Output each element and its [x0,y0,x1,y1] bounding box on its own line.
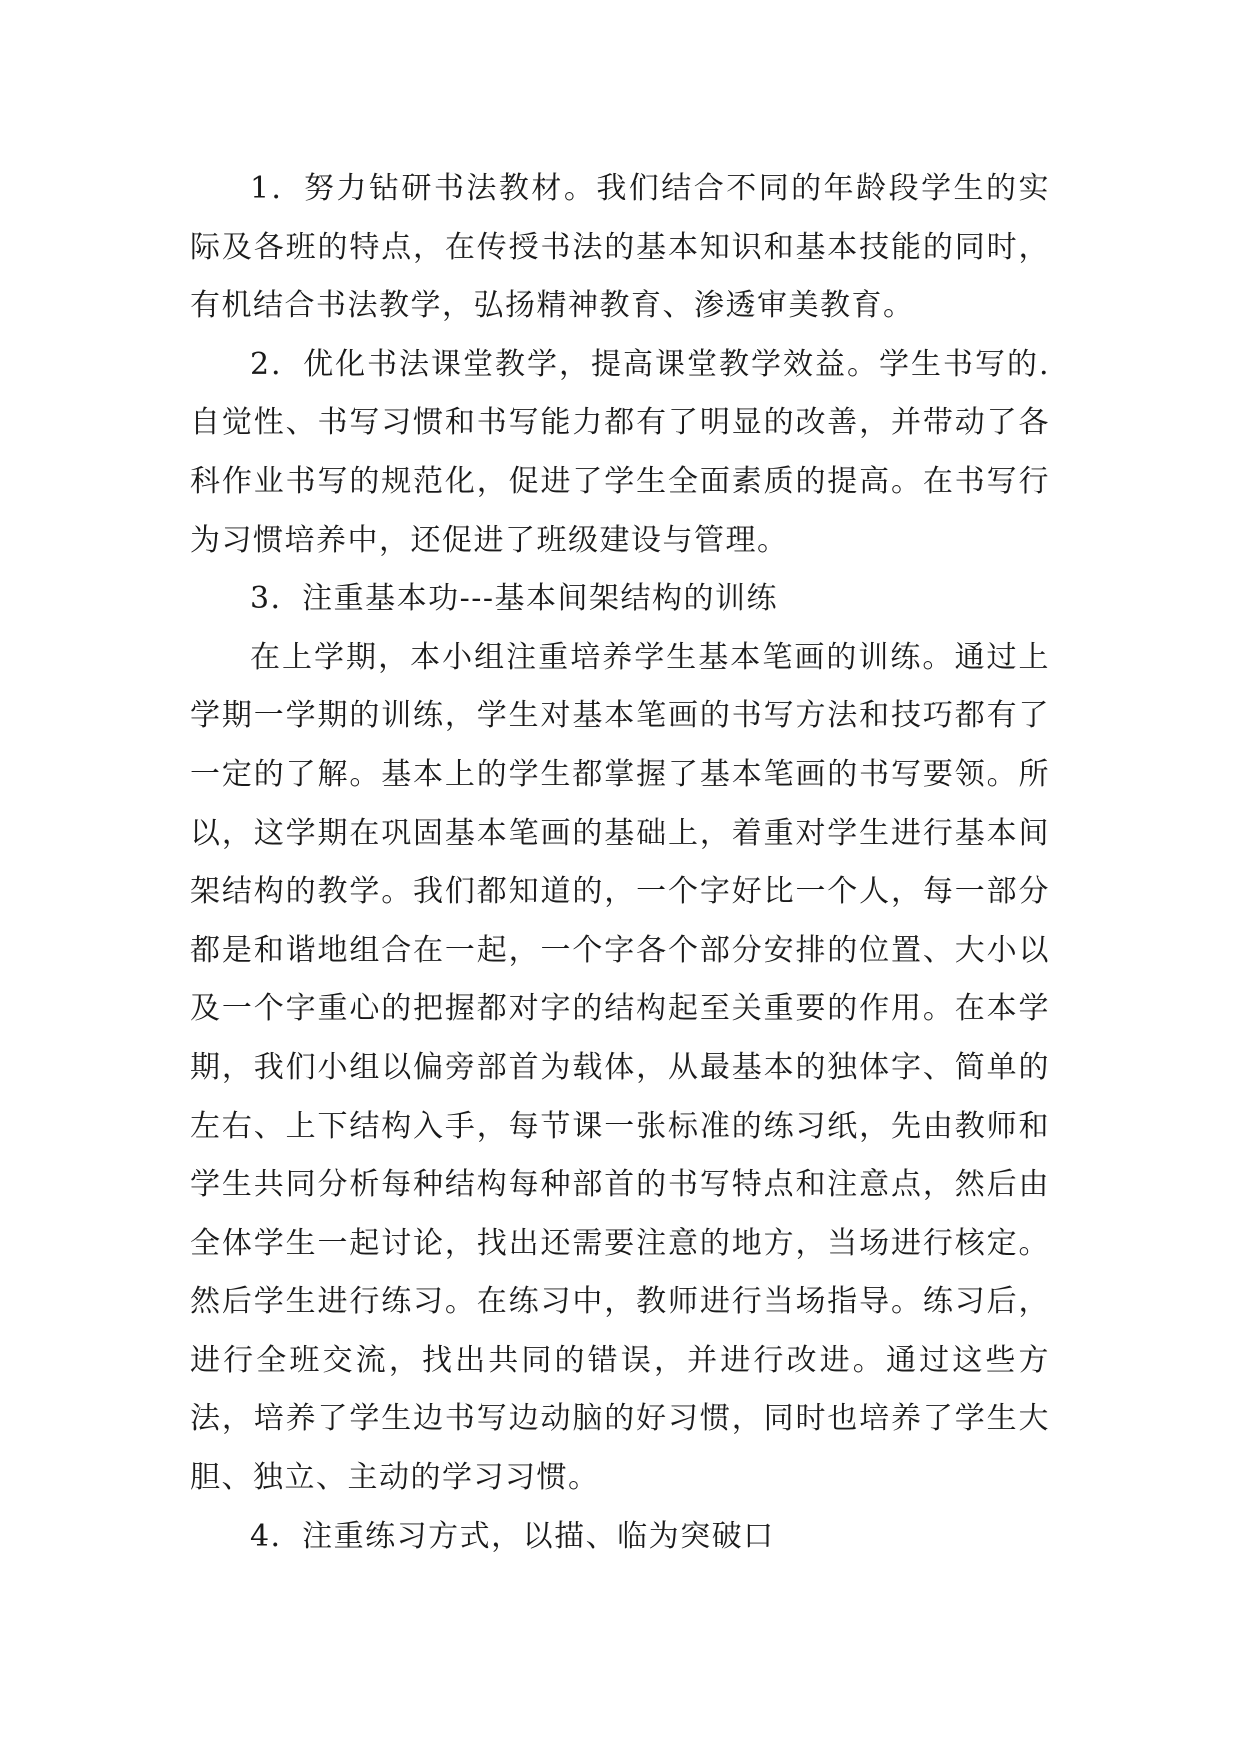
paragraph-4: 在上学期，本小组注重培养学生基本笔画的训练。通过上学期一学期的训练，学生对基本笔画的书写方法和技巧都有了一定的了解。基本上的学生都掌握了基本笔画的书写要领。所以，这学期在巩固基本笔画的基础上，着重对学生进行基本间架结构的教学。我们都知道的，一个字好比一个人，每一部分都是和谐地组合在一起，一个字各个部分安排的位置、大小以及一个字重心的把握都对字的结构起至关重要的作用。在本学期，我们小组以偏旁部首为载体，从最基本的独体字、简单的左右、上下结构入手，每节课一张标准的练习纸，先由教师和学生共同分析每种结构每种部首的书写特点和注意点，然后由全体学生一起讨论，找出还需要注意的地方，当场进行核定。然后学生进行练习。在练习中，教师进行当场指导。练习后，进行全班交流，找出共同的错误，并进行改进。通过这些方法，培养了学生边书写边动脑的好习惯，同时也培养了学生大胆、独立、主动的学习习惯。 [190,639,1050,1496]
paragraph-5: 4．注重练习方式，以描、临为突破口 [250,1518,775,1554]
paragraph-1: 1．努力钻研书法教材。我们结合不同的年龄段学生的实际及各班的特点，在传授书法的基本知识和基本技能的同时，有机结合书法教学，弘扬精神教育、渗透审美教育。 [190,171,1050,324]
document-body [190,160,1050,1566]
paragraph-3: 3．注重基本功---基本间架结构的训练 [250,581,778,617]
paragraph-2: 2．优化书法课堂教学，提高课堂教学效益。学生书写的.自觉性、书写习惯和书写能力都有了明显的改善，并带动了各科作业书写的规范化，促进了学生全面素质的提高。在书写行为习惯培养中，还促进了班级建设与管理。 [190,346,1050,558]
